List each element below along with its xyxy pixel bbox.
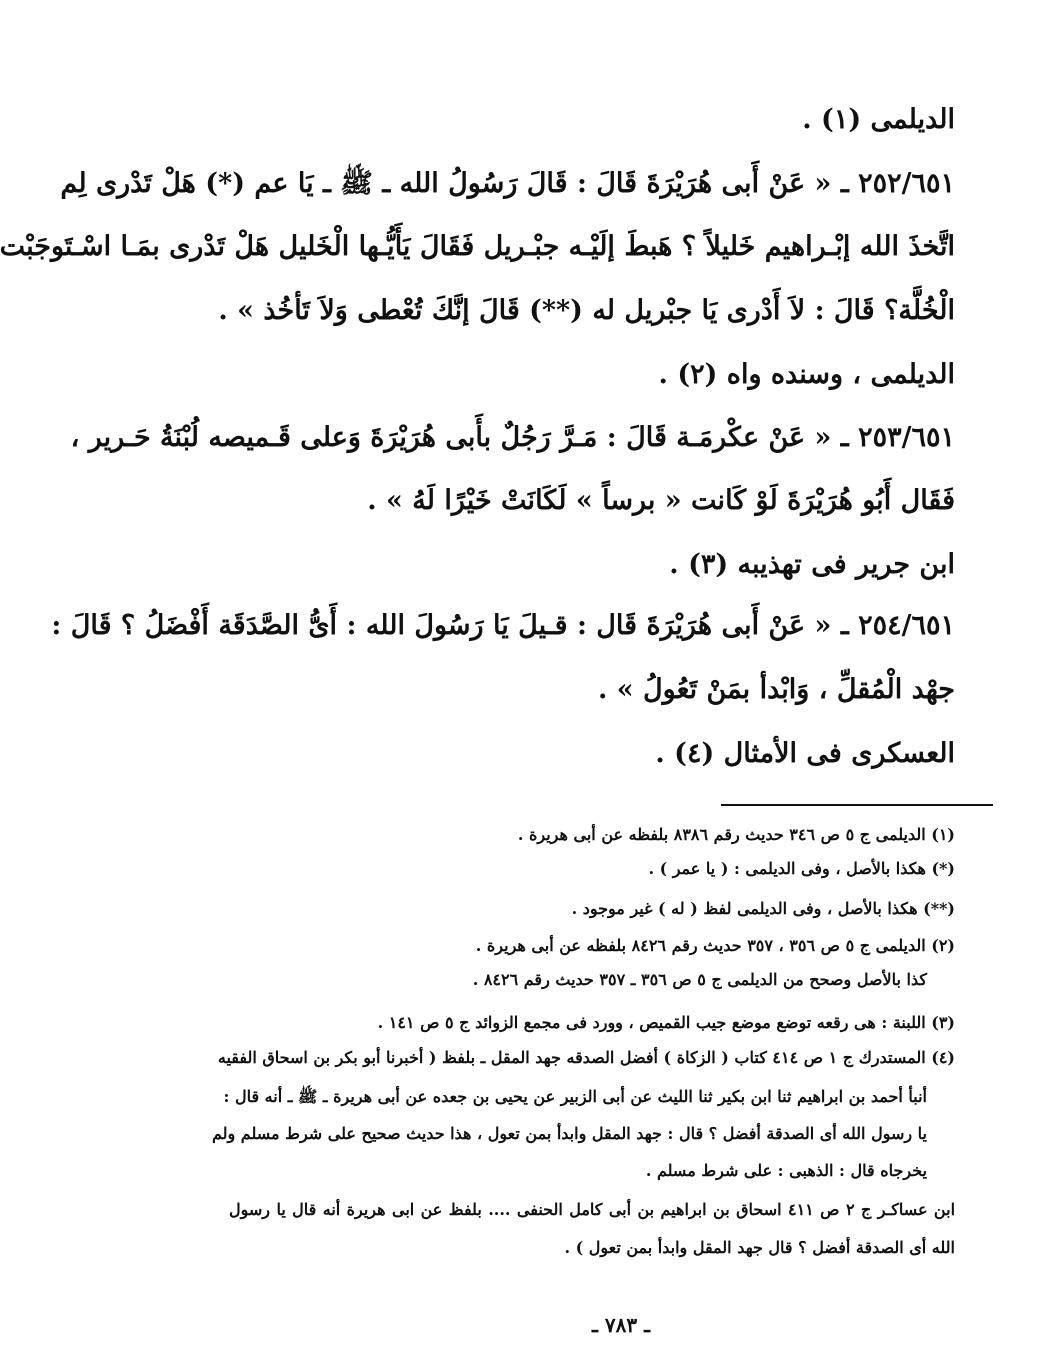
text-line-citation-1: الديلمى (١) .: [802, 104, 955, 135]
page-number: ـ ٧٨٣ ـ: [592, 1313, 650, 1337]
footnote-2-continued: كذا بالأصل وصحح من الديلمى ج ٥ ص ٣٥٦ ـ ٣٥٧ حديث رقم ٨٤٢٦ .: [472, 970, 927, 989]
hadith-254-line-1: ٢٥٤/٦٥١ ـ « عَنْ أَبى هُرَيْرَةَ قَال : قـيلَ يَا رَسُولَ الله : أَىُّ الصَّدَقَة أَفْضَلُ ؟ قَالَ :: [51, 610, 955, 641]
footnote-4-line-1: (٤) المستدرك ج ١ ص ٤١٤ كتاب ( الزكاة ) أفضل الصدقه جهد المقل ـ بلفظ ( أخبرنا أبو بكر بن اسحاق الفقيه: [217, 1048, 955, 1067]
hadith-253-line-1: ٢٥٣/٦٥١ ـ « عَنْ عكْرمَـة قَالَ : مَـرَّ رَجُلٌ بأَبى هُرَيْرَةَ وَعلى قَـميصه لُبْنَةُ حَـرير ،: [70, 422, 955, 453]
footnote-3: (٣) اللبنة : هى رقعه توضع موضع جيب القميص ، وورد فى مجمع الزوائد ج ٥ ص ١٤١ .: [377, 1013, 955, 1032]
hadith-252-line-3: الْخُلَّة؟ قَالَ : لاَ أَدْرى يَا جبْريل له (**) قَالَ إنَّكَ تُعْطى وَلاَ تَأخُذ » .: [218, 295, 955, 326]
hadith-254-line-2: جهْد الْمُقلِّ ، وَابْدأ بمَنْ تَعُولُ » .: [597, 674, 955, 705]
footnote-4-line-3: يا رسول الله أى الصدقة أفضل ؟ قال : جهد المقل وابدأ بمن تعول ، هذا حديث صحيح على شرط مسلم ولم: [211, 1124, 927, 1143]
footnote-4-line-4: يخرجاه قال : الذهبى : على شرط مسلم .: [645, 1161, 927, 1180]
footnote-4-line-6: الله أى الصدقة أفضل ؟ قال جهد المقل وابدأ بمن تعول ) .: [564, 1238, 955, 1257]
footnote-2: (٢) الديلمى ج ٥ ص ٣٥٦ ، ٣٥٧ حديث رقم ٨٤٢٦ بلفظه عن أبى هريرة .: [475, 936, 955, 955]
text-line-citation-2: الديلمى ، وسنده واه (٢) .: [658, 359, 955, 390]
hadith-252-line-2: اتَّخذَ الله إبْـراهيم خَليلاً ؟ هَبطَ إلَيْـه جبْـريل فَقَالَ يَأَيُّـها الْخَليل هَلْ تَدْرى بمَـا اسْـتَوجَبْت: [0, 231, 955, 262]
footnote-star: (*) هكذا بالأصل ، وفى الديلمى : ( يا عمر ) .: [648, 859, 955, 878]
hadith-252-line-1: ٢٥٢/٦٥١ ـ « عَنْ أَبى هُرَيْرَةَ قَالَ : قَالَ رَسُولُ الله ـ ﷺ ـ يَا عم (*) هَلْ تَدْرى لِم: [60, 168, 955, 199]
footnote-1: (١) الديلمى ج ٥ ص ٣٤٦ حديث رقم ٨٣٨٦ بلفظه عن أبى هريرة .: [517, 825, 955, 844]
text-line-citation-3: ابن جرير فى تهذيبه (٣) .: [669, 549, 955, 580]
footnote-4-line-2: أنبأ أحمد بن ابراهيم ثنا ابن بكير ثنا الليث عن أبى الزبير عن يحيى بن جعده عن أبى هريرة ـ ﷺ ـ أنه قال :: [223, 1087, 927, 1106]
text-line-citation-4: العسكرى فى الأمثال (٤) .: [655, 738, 955, 769]
footnote-double-star: (**) هكذا بالأصل ، وفى الديلمى لفظ ( له ) غير موجود .: [571, 899, 955, 918]
hadith-253-line-2: فَقَال أَبُو هُرَيْرَةَ لَوْ كَانت « برساً » لَكَانَتْ خَيْرًا لَهُ » .: [367, 485, 955, 516]
footnote-4-line-5: ابن عساكـر ج ٢ ص ٤١١ اسحاق بن ابراهيم بن أبى كامل الحنفى .... بلفظ عن ابى هريرة أنه قال يا رسول: [229, 1200, 956, 1219]
footnote-separator-rule: [721, 804, 993, 806]
